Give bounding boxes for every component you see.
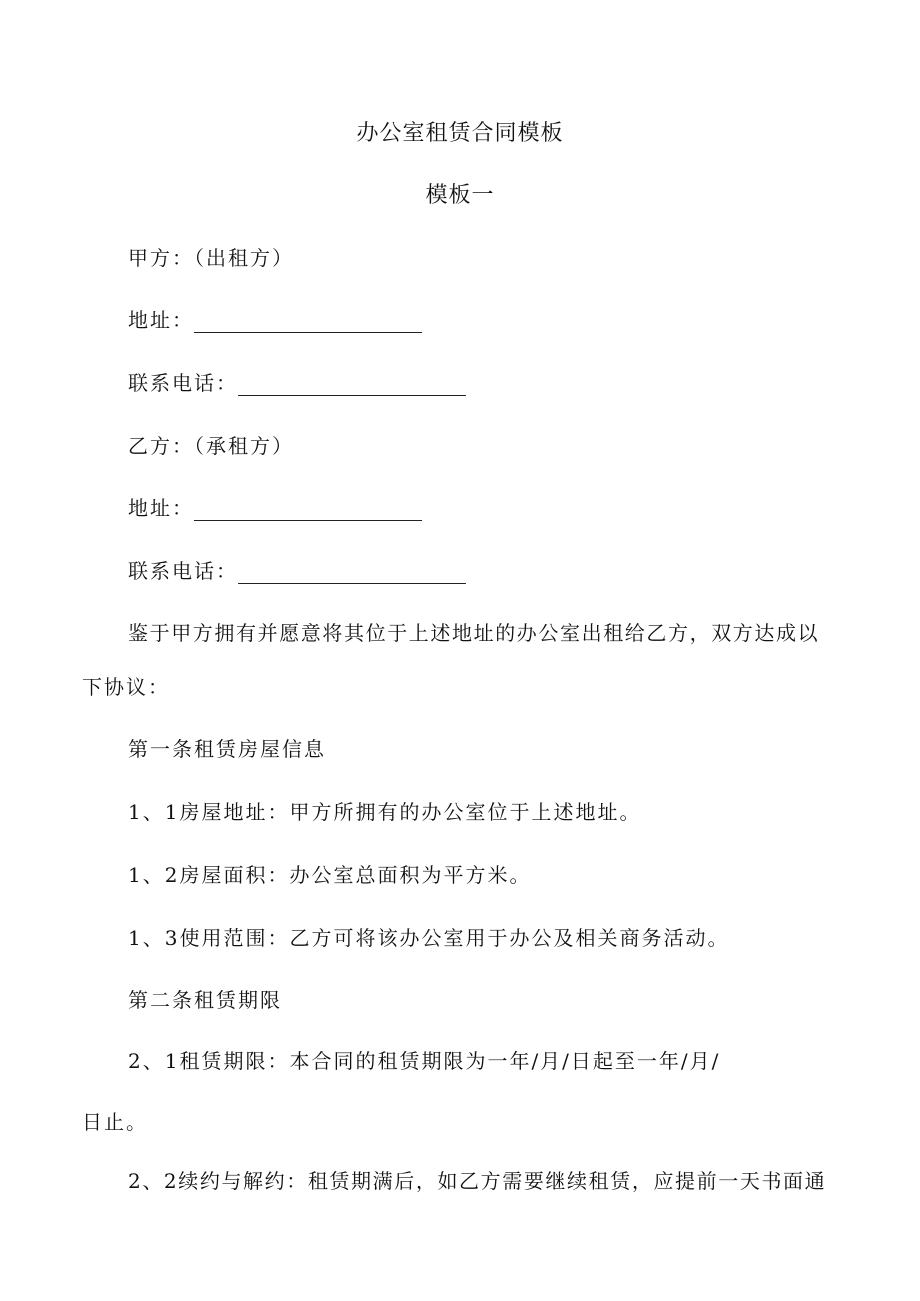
article-2-item-1-line-1: 2、1租赁期限：本合同的租赁期限为一年/月/日起至一年/月/ xyxy=(128,1049,721,1073)
party-a-address-row xyxy=(128,304,422,333)
preamble-line-2: 下协议： xyxy=(82,675,170,699)
party-b-address-row xyxy=(128,492,422,521)
document-subtitle: 模板一 xyxy=(425,183,495,208)
party-b-address-blank xyxy=(194,498,422,521)
party-a-phone-row xyxy=(128,367,466,396)
party-a-phone-label: 联系电话： xyxy=(128,371,238,395)
party-b-phone-row xyxy=(128,555,466,584)
document-title: 办公室租赁合同模板 xyxy=(356,121,564,146)
preamble-line-1: 鉴于甲方拥有并愿意将其位于上述地址的办公室出租给乙方，双方达成以 xyxy=(128,621,820,645)
article-1-heading: 第一条租赁房屋信息 xyxy=(128,737,326,761)
party-b-address-label: 地址： xyxy=(128,496,194,520)
article-2-item-2-line-1: 2、2续约与解约：租赁期满后，如乙方需要继续租赁，应提前一天书面通 xyxy=(128,1169,827,1193)
article-1-item-1: 1、1房屋地址：甲方所拥有的办公室位于上述地址。 xyxy=(128,800,642,824)
article-1-item-2: 1、2房屋面积：办公室总面积为平方米。 xyxy=(128,863,532,887)
party-a-address-blank xyxy=(194,310,422,333)
party-a-label: 甲方：（出租方） xyxy=(128,246,294,270)
party-a-phone-blank xyxy=(238,373,466,396)
article-2-item-1-line-2: 日止。 xyxy=(82,1110,148,1134)
party-b-phone-blank xyxy=(238,561,466,584)
article-1-item-3: 1、3使用范围：乙方可将该办公室用于办公及相关商务活动。 xyxy=(128,926,730,950)
party-a-address-label: 地址： xyxy=(128,308,194,332)
party-b-label: 乙方：（承租方） xyxy=(128,434,294,458)
party-b-phone-label: 联系电话： xyxy=(128,559,238,583)
article-2-heading: 第二条租赁期限 xyxy=(128,988,282,1012)
